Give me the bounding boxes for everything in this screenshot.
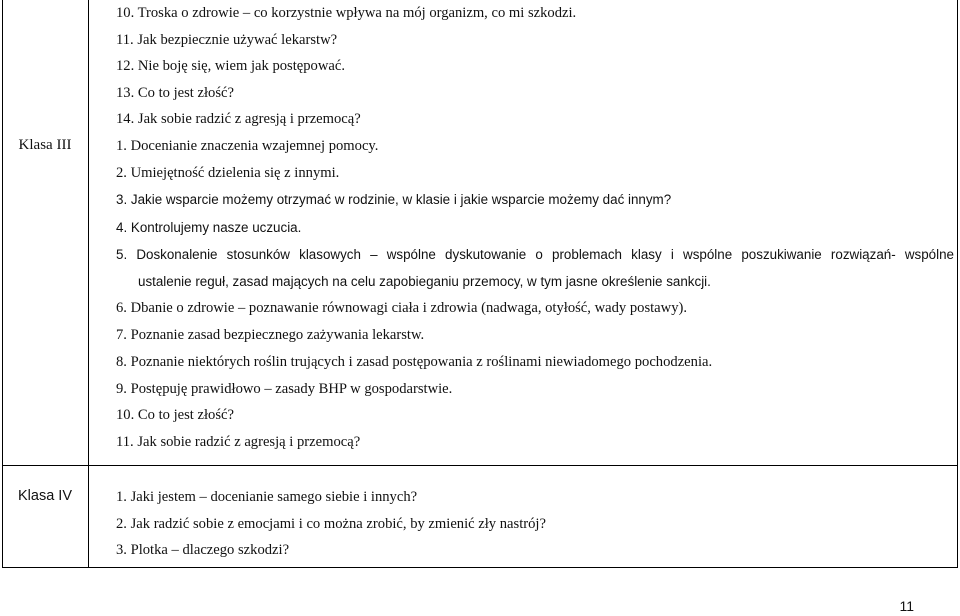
- list-item: 11. Jak bezpiecznie używać lekarstw?: [116, 32, 338, 48]
- table-border-bottom: [2, 567, 958, 568]
- list-item: 6. Dbanie o zdrowie – poznawanie równowagi ciała i zdrowia (nadwaga, otyłość, wady postawy).: [116, 300, 687, 316]
- list-item: 12. Nie boję się, wiem jak postępować.: [116, 58, 345, 74]
- list-item: 11. Jak sobie radzić z agresją i przemocą?: [116, 434, 361, 450]
- page-number: 11: [899, 598, 914, 614]
- list-item: 2. Jak radzić sobie z emocjami i co można zrobić, by zmienić zły nastrój?: [116, 516, 546, 532]
- list-item: 5. Doskonalenie stosunków klasowych – wspólne dyskutowanie o problemach klasy i wspólne poszukiwanie rozwiązań- wspólne: [116, 247, 954, 262]
- list-item: 2. Umiejętność dzielenia się z innymi.: [116, 165, 340, 181]
- list-item: 9. Postępuję prawidłowo – zasady BHP w gospodarstwie.: [116, 381, 453, 397]
- list-item-continuation: ustalenie reguł, zasad mających na celu zapobieganiu przemocy, w tym jasne określenie sankcji.: [138, 274, 711, 289]
- list-item: 3. Jakie wsparcie możemy otrzymać w rodzinie, w klasie i jakie wsparcie możemy dać innym?: [116, 192, 672, 207]
- list-item: 7. Poznanie zasad bezpiecznego zażywania lekarstw.: [116, 327, 425, 343]
- list-item: 8. Poznanie niektórych roślin trujących i zasad postępowania z roślinami niewiadomego pochodzenia.: [116, 354, 713, 370]
- list-item: 3. Plotka – dlaczego szkodzi?: [116, 542, 290, 558]
- table-column-divider: [88, 0, 89, 568]
- table-border-right: [957, 0, 958, 568]
- list-item: 10. Troska o zdrowie – co korzystnie wpływa na mój organizm, co mi szkodzi.: [116, 5, 577, 21]
- class-label-iii: Klasa III: [18, 137, 72, 153]
- list-item: 10. Co to jest złość?: [116, 407, 234, 423]
- list-item: 1. Docenianie znaczenia wzajemnej pomocy.: [116, 138, 379, 154]
- class-label-iv: Klasa IV: [18, 488, 72, 504]
- row-divider: [2, 465, 958, 466]
- table-border-left: [2, 0, 3, 568]
- list-item: 14. Jak sobie radzić z agresją i przemocą?: [116, 111, 361, 127]
- list-item: 1. Jaki jestem – docenianie samego siebie i innych?: [116, 489, 418, 505]
- list-item: 4. Kontrolujemy nasze uczucia.: [116, 220, 302, 235]
- list-item: 13. Co to jest złość?: [116, 85, 234, 101]
